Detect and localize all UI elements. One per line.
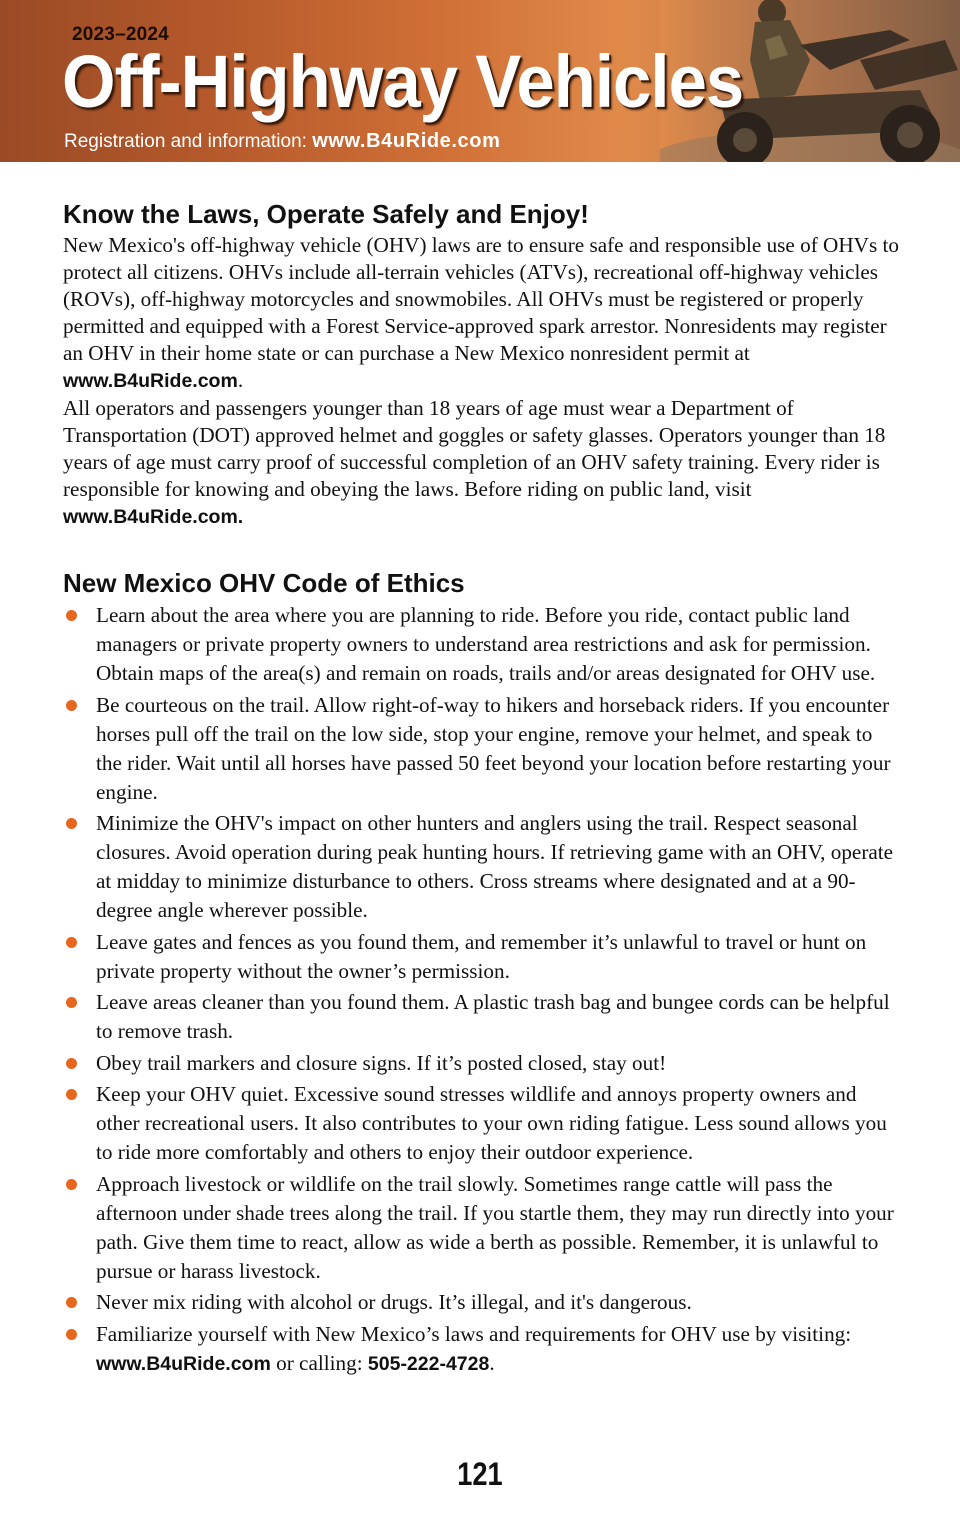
main-content xyxy=(63,196,903,1381)
list-item xyxy=(63,1288,903,1317)
list-item-text: or calling: xyxy=(270,1350,368,1375)
page-number: 121 xyxy=(457,1456,503,1492)
page-title: Off-Highway Vehicles xyxy=(62,40,744,123)
list-item xyxy=(63,988,903,1046)
list-item-text: Be courteous on the trail. Allow right-of-way to hikers and horseback riders. If you encounter horses pull off the trail on the low side, stop your engine, remove your helmet, and speak to the rider. Wait until all horses have passed 50 feet beyond your location before restarting your engine. xyxy=(96,692,891,804)
list-item-text: Leave gates and fences as you found them, and remember it’s unlawful to travel or hunt on private property without the owner’s permission. xyxy=(96,929,867,983)
edition-years: 2023–2024 xyxy=(72,24,169,45)
bullet-icon xyxy=(66,997,77,1008)
registration-line xyxy=(64,130,500,153)
b4uride-link[interactable]: www.B4uRide.com xyxy=(63,370,238,392)
list-item-text: Leave areas cleaner than you found them. A plastic trash bag and bungee cords can be helpful to remove trash. xyxy=(96,990,890,1043)
laws-paragraph-2 xyxy=(63,395,903,531)
list-item-text: . xyxy=(489,1350,495,1375)
list-item-text: Learn about the area where you are planning to ride. Before you ride, contact public land managers or private property owners to understand area restrictions and ask for permission. Obtain maps of the area(s) and remain on roads, trails and/or areas designated for OHV use. xyxy=(96,603,876,685)
bullet-icon xyxy=(66,818,77,829)
b4uride-link[interactable]: www.B4uRide.com xyxy=(96,1352,271,1375)
bullet-icon xyxy=(66,937,77,948)
phone-number[interactable]: 505-222-4728 xyxy=(367,1352,490,1375)
bullet-icon xyxy=(66,1329,77,1340)
list-item xyxy=(63,1320,903,1379)
list-item xyxy=(63,1049,903,1078)
registration-label: Registration and information: xyxy=(64,131,313,152)
b4uride-link[interactable]: www.B4uRide.com. xyxy=(63,506,244,528)
list-item-text: Keep your OHV quiet. Excessive sound stresses wildlife and annoys property owners and other recreational users. It also contributes to your own riding fatigue. Less sound allows you to ride more comfortably and others to enjoy their outdoor experience. xyxy=(96,1082,887,1164)
laws-paragraph-1-end: . xyxy=(237,368,244,392)
list-item-text: Never mix riding with alcohol or drugs. It’s illegal, and it's dangerous. xyxy=(96,1290,692,1314)
bullet-icon xyxy=(66,700,77,711)
section-heading-laws: Know the Laws, Operate Safely and Enjoy! xyxy=(63,199,589,229)
bullet-icon xyxy=(66,1058,77,1069)
header-banner xyxy=(0,0,960,162)
list-item xyxy=(63,1170,903,1286)
registration-url[interactable]: www.B4uRide.com xyxy=(312,130,501,152)
section-heading-ethics: New Mexico OHV Code of Ethics xyxy=(63,568,465,598)
ethics-list xyxy=(63,601,903,1379)
list-item xyxy=(63,928,903,986)
list-item xyxy=(63,1080,903,1167)
list-item xyxy=(63,601,903,688)
bullet-icon xyxy=(66,1179,77,1190)
list-item-text: Familiarize yourself with New Mexico’s laws and requirements for OHV use by visiting: xyxy=(96,1321,852,1346)
laws-paragraph-2-text: All operators and passengers younger than 18 years of age must wear a Department of Transportation (DOT) approved helmet and goggles or safety glasses. Operators younger than 18 years of age must carry proof of successful completion of an OHV safety training. Every rider is responsible for knowing and obeying the laws. Before riding on public land, visit xyxy=(63,396,886,501)
laws-paragraph-1-text: New Mexico's off-highway vehicle (OHV) laws are to ensure safe and responsible use of OHVs to protect all citizens. OHVs include all-terrain vehicles (ATVs), recreational off-highway vehicles (ROVs), off-highway motorcycles and snowmobiles. All OHVs must be registered or properly permitted and equipped with a Forest Service-approved spark arrestor. Nonresidents may register an OHV in their home state or can purchase a New Mexico nonresident permit at xyxy=(63,233,899,365)
bullet-icon xyxy=(66,1089,77,1100)
list-item-text: Approach livestock or wildlife on the trail slowly. Sometimes range cattle will pass the afternoon under shade trees along the trail. If you startle them, they may run directly into your path. Give them time to react, allow as wide a berth as possible. Remember, it is unlawful to pursue or harass livestock. xyxy=(96,1171,894,1283)
list-item xyxy=(63,809,903,925)
bullet-icon xyxy=(66,1297,77,1308)
list-item-text: Minimize the OHV's impact on other hunters and anglers using the trail. Respect seasonal closures. Avoid operation during peak hunting hours. If retrieving game with an OHV, operate at midday to minimize disturbance to others. Cross streams where designated and at a 90-degree angle wherever possible. xyxy=(96,811,894,922)
list-item-text: Obey trail markers and closure signs. If it’s posted closed, stay out! xyxy=(96,1050,667,1075)
list-item xyxy=(63,691,903,807)
bullet-icon xyxy=(66,610,77,621)
laws-paragraph-1 xyxy=(63,232,903,395)
